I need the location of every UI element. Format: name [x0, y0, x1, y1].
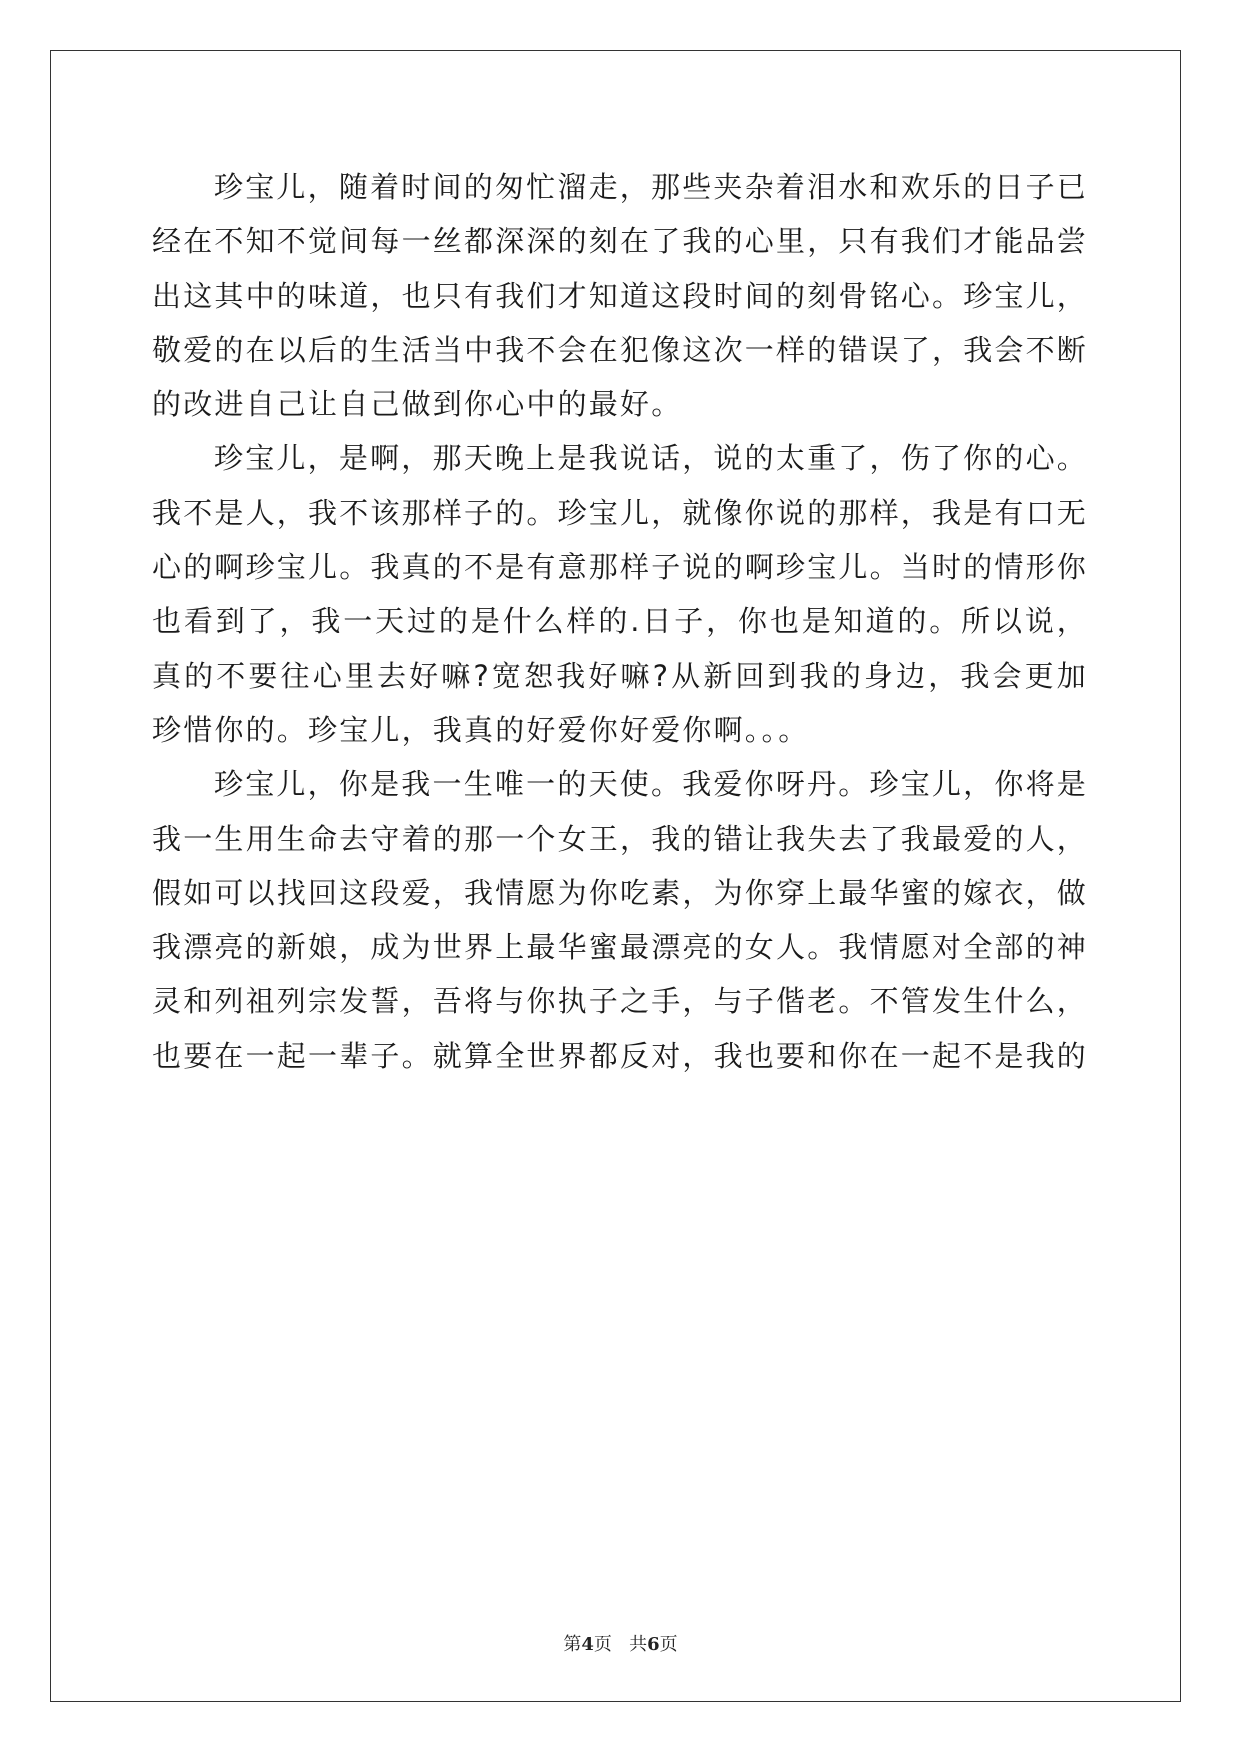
footer-total-prefix: 共 — [629, 1634, 648, 1655]
footer-page-word: 页 — [593, 1634, 612, 1655]
document-body — [152, 160, 1088, 1083]
paragraph-1: 珍宝儿，随着时间的匆忙溜走，那些夹杂着泪水和欢乐的日子已经在不知不觉间每一丝都深深的刻在了我的心里，只有我们才能品尝出这其中的味道，也只有我们才知道这段时间的刻骨铭心。珍宝儿，敬爱的在以后的生活当中我不会在犯像这次一样的错误了，我会不断的改进自己让自己做到你心中的最好。 — [152, 170, 1089, 422]
footer-prefix: 第 — [563, 1634, 582, 1655]
page-footer — [0, 1630, 1241, 1656]
paragraph-3: 珍宝儿，你是我一生唯一的天使。我爱你呀丹。珍宝儿，你将是我一生用生命去守着的那一个女王，我的错让我失去了我最爱的人，假如可以找回这段爱，我情愿为你吃素，为你穿上最华蜜的嫁衣，做我漂亮的新娘，成为世界上最华蜜最漂亮的女人。我情愿对全部的神灵和列祖列宗发誓，吾将与你执子之手，与子偕老。不管发生什么，也要在一起一辈子。就算全世界都反对，我也要和你在一起不是我的 — [152, 767, 1089, 1073]
total-page-number: 6 — [647, 1634, 660, 1655]
footer-total-suffix: 页 — [659, 1634, 678, 1655]
current-page-number: 4 — [581, 1634, 594, 1655]
paragraph-2: 珍宝儿，是啊，那天晚上是我说话，说的太重了，伤了你的心。我不是人，我不该那样子的。珍宝儿，就像你说的那样，我是有口无心的啊珍宝儿。我真的不是有意那样子说的啊珍宝儿。当时的情形你也看到了，我一天过的是什么样的.日子，你也是知道的。所以说，真的不要往心里去好嘛?宽恕我好嘛?从新回到我的身边，我会更加珍惜你的。珍宝儿，我真的好爱你好爱你啊。。。 — [152, 441, 1089, 747]
